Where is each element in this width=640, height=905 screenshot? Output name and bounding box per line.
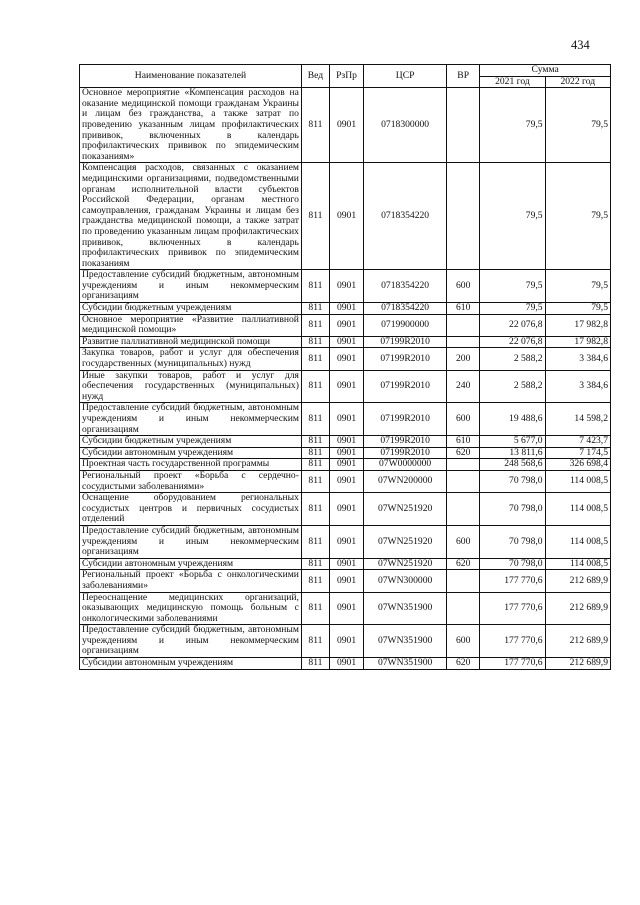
row-sum-2021: 70 798,0 (480, 470, 545, 492)
row-ved: 811 (301, 370, 329, 403)
table-row (80, 470, 611, 492)
row-name: Компенсация расходов, связанных с оказанием медицинскими организациями, подведомственными органам исполнительной власти субъектов Российской Федерации, органам местного самоуправления, гражданам Украины и лицам без гражданства медицинской помощи, а также затрат по проведению указанным лицам профилактических прививок, включенных в календарь профилактических прививок по эпидемическим показаниям (80, 163, 302, 270)
row-rzpr: 0901 (329, 459, 363, 471)
row-vr (447, 88, 480, 163)
header-vr: ВР (447, 65, 480, 88)
row-vr: 620 (447, 447, 480, 459)
table-row (80, 436, 611, 448)
row-sum-2021: 13 811,6 (480, 447, 545, 459)
row-ved: 811 (301, 336, 329, 348)
row-sum-2021: 22 076,8 (480, 314, 545, 336)
row-rzpr: 0901 (329, 570, 363, 592)
row-rzpr: 0901 (329, 348, 363, 370)
row-ved: 811 (301, 88, 329, 163)
row-rzpr: 0901 (329, 88, 363, 163)
table-row (80, 314, 611, 336)
table-row (80, 592, 611, 625)
header-sum: Сумма (480, 65, 611, 77)
row-vr: 600 (447, 525, 480, 558)
row-rzpr: 0901 (329, 336, 363, 348)
row-name: Переоснащение медицинских организаций, оказывающих медицинскую помощь больным с онкологическими заболеваниями (80, 592, 302, 625)
table-row (80, 348, 611, 370)
row-sum-2022: 326 698,4 (545, 459, 610, 471)
row-ved: 811 (301, 592, 329, 625)
row-vr: 610 (447, 436, 480, 448)
row-ved: 811 (301, 270, 329, 303)
row-sum-2021: 79,5 (480, 270, 545, 303)
row-sum-2022: 212 689,9 (545, 592, 610, 625)
row-ved: 811 (301, 570, 329, 592)
table-row (80, 459, 611, 471)
row-csr: 0719900000 (364, 314, 447, 336)
row-rzpr: 0901 (329, 592, 363, 625)
row-rzpr: 0901 (329, 314, 363, 336)
row-rzpr: 0901 (329, 436, 363, 448)
row-vr: 610 (447, 303, 480, 315)
row-ved: 811 (301, 658, 329, 670)
table-row (80, 303, 611, 315)
table-row (80, 525, 611, 558)
row-csr: 07WN351900 (364, 592, 447, 625)
row-sum-2021: 177 770,6 (480, 625, 545, 658)
row-csr: 07WN251920 (364, 558, 447, 570)
row-name: Субсидии автономным учреждениям (80, 658, 302, 670)
row-vr (447, 314, 480, 336)
row-vr (447, 592, 480, 625)
row-sum-2021: 19 488,6 (480, 403, 545, 436)
row-sum-2021: 177 770,6 (480, 658, 545, 670)
row-csr: 07199R2010 (364, 348, 447, 370)
row-sum-2022: 79,5 (545, 163, 610, 270)
row-sum-2022: 212 689,9 (545, 625, 610, 658)
row-sum-2021: 248 568,6 (480, 459, 545, 471)
row-sum-2021: 2 588,2 (480, 348, 545, 370)
row-rzpr: 0901 (329, 470, 363, 492)
row-csr: 07WN251920 (364, 493, 447, 526)
row-ved: 811 (301, 470, 329, 492)
row-rzpr: 0901 (329, 525, 363, 558)
page-number: 434 (571, 38, 590, 52)
table-row (80, 447, 611, 459)
row-sum-2021: 79,5 (480, 88, 545, 163)
row-sum-2022: 7 174,5 (545, 447, 610, 459)
row-ved: 811 (301, 625, 329, 658)
row-sum-2022: 79,5 (545, 270, 610, 303)
header-year-2022: 2022 год (545, 76, 610, 88)
row-csr: 07WN200000 (364, 470, 447, 492)
row-sum-2022: 114 008,5 (545, 558, 610, 570)
header-name: Наименование показателей (80, 65, 302, 88)
row-sum-2021: 5 677,0 (480, 436, 545, 448)
row-sum-2022: 17 982,8 (545, 314, 610, 336)
table-row (80, 570, 611, 592)
row-name: Предоставление субсидий бюджетным, автономным учреждениям и иным некоммерческим организациям (80, 525, 302, 558)
row-rzpr: 0901 (329, 658, 363, 670)
table-row (80, 336, 611, 348)
row-ved: 811 (301, 558, 329, 570)
row-csr: 07WN251920 (364, 525, 447, 558)
row-sum-2022: 212 689,9 (545, 570, 610, 592)
row-rzpr: 0901 (329, 447, 363, 459)
row-vr: 240 (447, 370, 480, 403)
row-name: Региональный проект «Борьба с онкологическими заболеваниями» (80, 570, 302, 592)
header-rzpr: РзПр (329, 65, 363, 88)
row-vr (447, 493, 480, 526)
row-ved: 811 (301, 163, 329, 270)
row-csr: 07WN351900 (364, 658, 447, 670)
row-ved: 811 (301, 303, 329, 315)
row-sum-2022: 7 423,7 (545, 436, 610, 448)
row-sum-2022: 114 008,5 (545, 493, 610, 526)
row-name: Иные закупки товаров, работ и услуг для обеспечения государственных (муниципальных) нужд (80, 370, 302, 403)
row-name: Оснащение оборудованием региональных сосудистых центров и первичных сосудистых отделений (80, 493, 302, 526)
row-name: Субсидии бюджетным учреждениям (80, 303, 302, 315)
row-sum-2021: 70 798,0 (480, 558, 545, 570)
row-vr: 620 (447, 658, 480, 670)
row-ved: 811 (301, 403, 329, 436)
row-name: Закупка товаров, работ и услуг для обеспечения государственных (муниципальных) нужд (80, 348, 302, 370)
table-row (80, 370, 611, 403)
row-vr: 600 (447, 270, 480, 303)
row-sum-2021: 2 588,2 (480, 370, 545, 403)
row-csr: 07199R2010 (364, 436, 447, 448)
table-row (80, 625, 611, 658)
row-sum-2021: 70 798,0 (480, 493, 545, 526)
row-csr: 0718300000 (364, 88, 447, 163)
table-row (80, 493, 611, 526)
row-name: Региональный проект «Борьба с сердечно-сосудистыми заболеваниями» (80, 470, 302, 492)
table-row (80, 270, 611, 303)
row-vr: 200 (447, 348, 480, 370)
row-sum-2022: 14 598,2 (545, 403, 610, 436)
row-name: Субсидии бюджетным учреждениям (80, 436, 302, 448)
row-name: Предоставление субсидий бюджетным, автономным учреждениям и иным некоммерческим организациям (80, 625, 302, 658)
row-vr (447, 470, 480, 492)
header-year-2021: 2021 год (480, 76, 545, 88)
row-rzpr: 0901 (329, 558, 363, 570)
row-sum-2021: 79,5 (480, 303, 545, 315)
row-sum-2022: 114 008,5 (545, 470, 610, 492)
row-csr: 07199R2010 (364, 336, 447, 348)
row-name: Основное мероприятие «Развитие паллиативной медицинской помощи» (80, 314, 302, 336)
row-ved: 811 (301, 436, 329, 448)
row-rzpr: 0901 (329, 370, 363, 403)
row-name: Предоставление субсидий бюджетным, автономным учреждениям и иным некоммерческим организациям (80, 270, 302, 303)
row-vr: 600 (447, 403, 480, 436)
row-ved: 811 (301, 348, 329, 370)
row-vr (447, 163, 480, 270)
row-csr: 07199R2010 (364, 447, 447, 459)
row-csr: 07199R2010 (364, 403, 447, 436)
row-sum-2022: 3 384,6 (545, 370, 610, 403)
row-name: Проектная часть государственной программы (80, 459, 302, 471)
row-ved: 811 (301, 447, 329, 459)
row-sum-2021: 70 798,0 (480, 525, 545, 558)
table-row (80, 88, 611, 163)
row-sum-2021: 22 076,8 (480, 336, 545, 348)
row-rzpr: 0901 (329, 303, 363, 315)
row-name: Основное мероприятие «Компенсация расходов на оказание медицинской помощи гражданам Украины и лицам без гражданства, а также затрат по проведению указанным лицам профилактических прививок, включенных в календарь профилактических прививок по эпидемическим показаниям» (80, 88, 302, 163)
row-rzpr: 0901 (329, 625, 363, 658)
row-sum-2021: 177 770,6 (480, 570, 545, 592)
row-vr (447, 570, 480, 592)
row-ved: 811 (301, 493, 329, 526)
row-sum-2022: 3 384,6 (545, 348, 610, 370)
row-ved: 811 (301, 314, 329, 336)
table-row (80, 403, 611, 436)
row-csr: 07WN300000 (364, 570, 447, 592)
row-sum-2022: 114 008,5 (545, 525, 610, 558)
row-name: Предоставление субсидий бюджетным, автономным учреждениям и иным некоммерческим организациям (80, 403, 302, 436)
row-csr: 0718354220 (364, 303, 447, 315)
row-rzpr: 0901 (329, 403, 363, 436)
row-rzpr: 0901 (329, 493, 363, 526)
row-vr: 600 (447, 625, 480, 658)
budget-table (79, 64, 611, 670)
row-rzpr: 0901 (329, 270, 363, 303)
row-csr: 0718354220 (364, 270, 447, 303)
row-csr: 07WN351900 (364, 625, 447, 658)
row-sum-2022: 212 689,9 (545, 658, 610, 670)
row-vr (447, 336, 480, 348)
row-sum-2021: 79,5 (480, 163, 545, 270)
row-ved: 811 (301, 459, 329, 471)
row-vr: 620 (447, 558, 480, 570)
row-sum-2022: 17 982,8 (545, 336, 610, 348)
row-sum-2022: 79,5 (545, 88, 610, 163)
row-sum-2021: 177 770,6 (480, 592, 545, 625)
table-row (80, 163, 611, 270)
row-name: Развитие паллиативной медицинской помощи (80, 336, 302, 348)
header-csr: ЦСР (364, 65, 447, 88)
row-csr: 0718354220 (364, 163, 447, 270)
table-row (80, 658, 611, 670)
row-sum-2022: 79,5 (545, 303, 610, 315)
row-ved: 811 (301, 525, 329, 558)
row-csr: 07W0000000 (364, 459, 447, 471)
row-vr (447, 459, 480, 471)
row-name: Субсидии автономным учреждениям (80, 447, 302, 459)
row-name: Субсидии автономным учреждениям (80, 558, 302, 570)
header-ved: Вед (301, 65, 329, 88)
table-row (80, 558, 611, 570)
row-csr: 07199R2010 (364, 370, 447, 403)
row-rzpr: 0901 (329, 163, 363, 270)
